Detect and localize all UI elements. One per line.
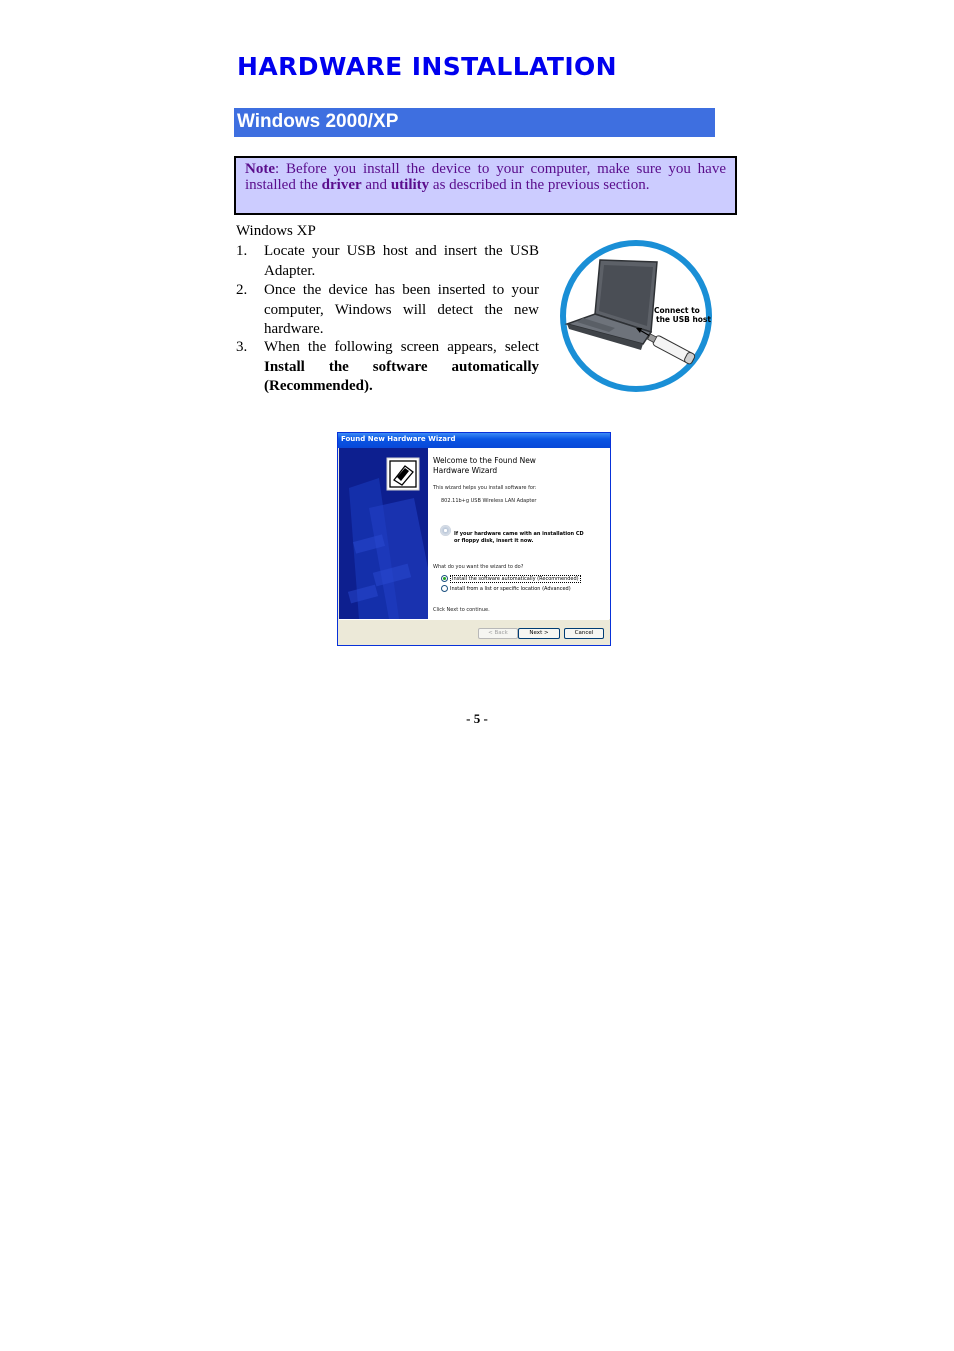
note-text-1: : Before you install the device to your computer, make sure you have installed the: [245, 161, 726, 193]
wizard-intro: This wizard helps you install software for:: [433, 485, 537, 491]
wizard-device-name: 802.11b+g USB Wireless LAN Adapter: [441, 498, 537, 504]
illustration-caption-line1: Connect to: [654, 306, 700, 315]
radio-label: Install the software automatically (Recommended): [452, 576, 579, 582]
note-utility: utility: [390, 177, 430, 193]
hardware-wizard-icon: [387, 458, 419, 490]
step-item: [236, 281, 539, 340]
step-text: Locate your USB host and insert the USB Adapter.: [264, 243, 539, 279]
wizard-footer: [339, 619, 609, 646]
wizard-heading: [433, 456, 583, 476]
wizard-title: Found New Hardware Wizard: [341, 435, 456, 443]
step-text: [264, 338, 539, 397]
step-item: [236, 242, 539, 281]
wizard-main-panel: [428, 448, 610, 619]
section-title: Windows 2000/XP: [237, 111, 399, 132]
usb-laptop-illustration: [555, 240, 717, 392]
wizard-heading-line: Welcome to the Found New: [433, 456, 536, 465]
wizard-titlebar[interactable]: [338, 433, 610, 448]
step-number: 1.: [236, 243, 248, 259]
os-label: Windows XP: [236, 223, 316, 239]
wizard-heading-line: Hardware Wizard: [433, 466, 498, 475]
wizard-side-panel: [339, 448, 428, 619]
radio-label: Install from a list or specific location (Advanced): [450, 586, 571, 592]
wizard-cd-text: [454, 531, 584, 544]
radio-unselected-icon[interactable]: [441, 585, 448, 592]
radio-install-from-list[interactable]: [441, 585, 571, 593]
illustration-caption-line2: the USB host: [656, 315, 711, 324]
wizard-question: What do you want the wizard to do?: [433, 564, 524, 570]
page-number: - 5 -: [466, 711, 488, 726]
radio-selected-icon[interactable]: [441, 575, 448, 582]
note-text-2: and: [361, 177, 391, 193]
note-label: Note: [245, 161, 275, 177]
wizard-next-hint: Click Next to continue.: [433, 607, 490, 613]
note-text-3: as described in the previous section.: [429, 177, 650, 193]
wizard-side-art: [339, 448, 428, 619]
step-text: Once the device has been inserted to your computer, Windows will detect the new hardware.: [264, 282, 539, 337]
radio-install-automatically[interactable]: [441, 575, 581, 583]
step-text-bold: Install the software automatically (Recommended).: [264, 358, 539, 394]
step-number: 3.: [236, 339, 248, 355]
note-box: [234, 156, 737, 215]
wizard-cd-line: If your hardware came with an installation CD: [454, 531, 584, 537]
step-text-plain: When the following screen appears, select: [264, 339, 539, 355]
page-title: HARDWARE INSTALLATION: [237, 52, 617, 81]
back-button[interactable]: < Back: [478, 628, 518, 639]
step-number: 2.: [236, 282, 248, 298]
found-new-hardware-wizard: [337, 432, 611, 646]
next-button[interactable]: Next >: [518, 628, 560, 639]
cancel-button[interactable]: Cancel: [564, 628, 604, 639]
note-driver: driver: [321, 177, 362, 193]
cd-icon: [440, 525, 451, 536]
wizard-cd-line: or floppy disk, insert it now.: [454, 537, 534, 544]
step-item: [236, 338, 539, 397]
